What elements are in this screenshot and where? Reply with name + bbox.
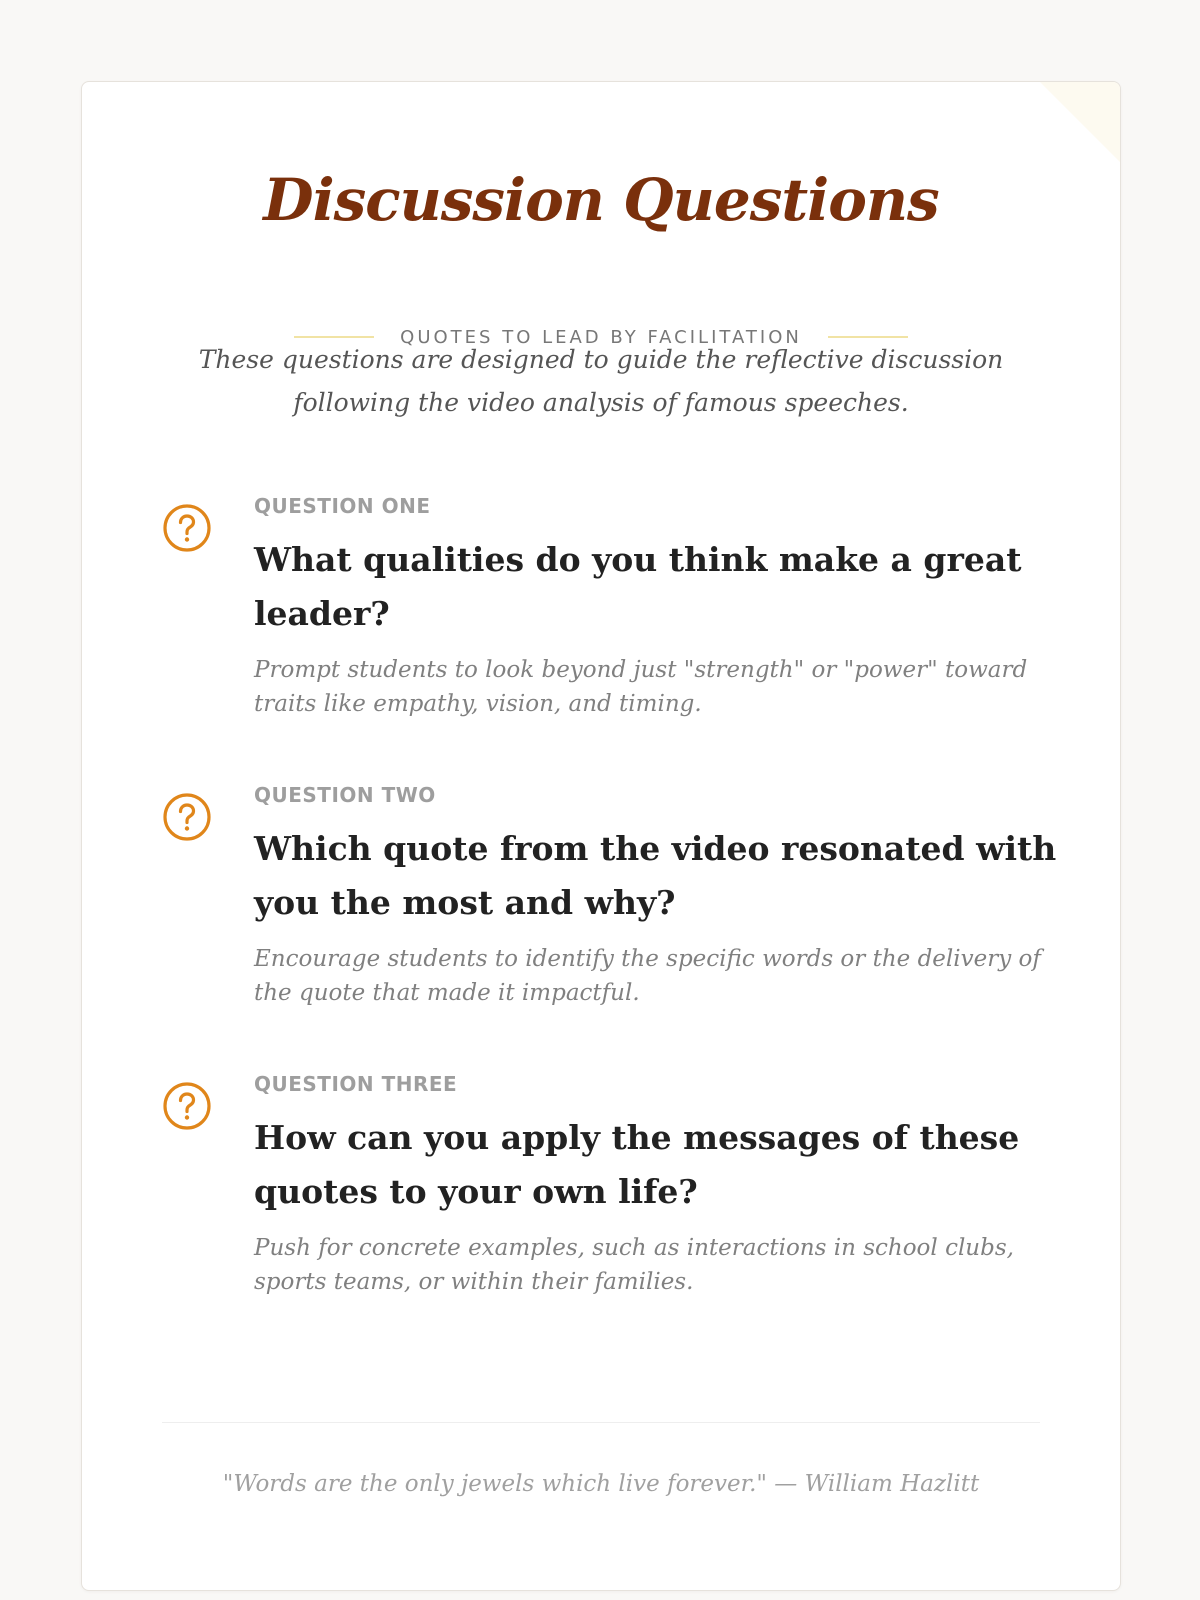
question-hint: Prompt students to look beyond just "strength" or "power" toward traits like empathy, vision, and timing.	[254, 657, 1028, 717]
question-hint: Push for concrete examples, such as interactions in school clubs, sports teams, or within their families.	[254, 1235, 1014, 1295]
question-label: QUESTION ONE	[254, 494, 431, 518]
question-text: How can you apply the messages of these quotes to your own life?	[254, 1118, 1020, 1211]
question-hint: Encourage students to identify the specific words or the delivery of the quote that made it impactful.	[254, 946, 1041, 1006]
question-circle-icon	[162, 503, 212, 553]
question-text: Which quote from the video resonated with you the most and why?	[254, 829, 1057, 922]
question-text: What qualities do you think make a great leader?	[254, 540, 1022, 633]
question-body	[254, 1071, 1060, 1299]
corner-decoration	[1040, 82, 1120, 162]
footer-divider	[162, 1422, 1040, 1423]
question-body	[254, 493, 1060, 721]
footer-quote: "Words are the only jewels which live forever." — William Hazlitt	[222, 1471, 980, 1497]
discussion-card	[81, 81, 1121, 1591]
question-circle-icon	[162, 1081, 212, 1131]
question-label: QUESTION THREE	[254, 1072, 458, 1096]
question-body	[254, 782, 1060, 1010]
intro-text: These questions are designed to guide the reflective discussion following the video analysis of famous speeches.	[198, 345, 1004, 417]
question-label: QUESTION TWO	[254, 783, 436, 807]
page-subtitle: QUOTES TO LEAD BY FACILITATION	[400, 326, 802, 348]
question-circle-icon	[162, 792, 212, 842]
page-title: Discussion Questions	[263, 166, 939, 234]
